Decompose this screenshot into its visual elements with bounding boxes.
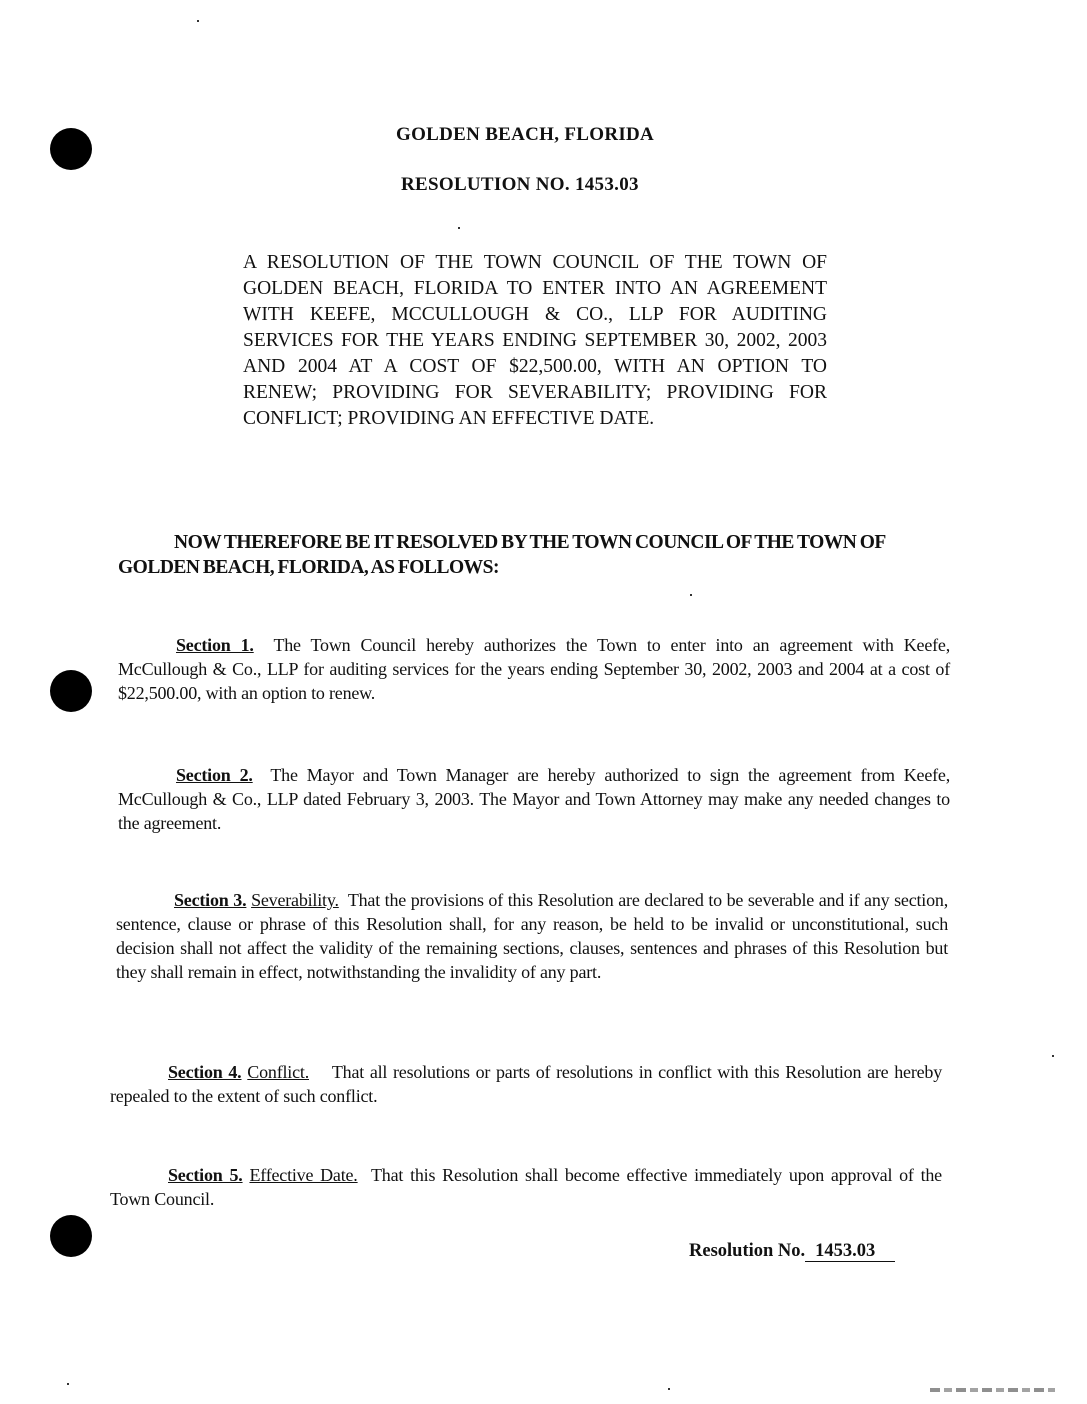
punch-hole-top [50,128,92,170]
scan-speck [668,1388,670,1390]
section-5 [110,1163,942,1211]
footer-number: 1453.03 [805,1241,895,1262]
municipality-heading: GOLDEN BEACH, FLORIDA [396,124,655,145]
punch-hole-middle [50,670,92,712]
section-label: Section 5. [168,1165,243,1185]
section-label: Section 1. [176,635,254,655]
scan-smudge [930,1388,1055,1392]
resolution-abstract: A RESOLUTION OF THE TOWN COUNCIL OF THE TOWN OF GOLDEN BEACH, FLORIDA TO ENTER INTO AN AGREEMENT WITH KEEFE, MCCULLOUGH & CO., LLP FOR AUDITING SERVICES FOR THE YEARS ENDING SEPTEMBER 30, 2002, 2003 AND 2004 AT A COST OF $22,500.00, WITH AN OPTION TO RENEW; PROVIDING FOR SEVERABILITY; PROVIDING FOR CONFLICT; PROVIDING AN EFFECTIVE DATE. [243,252,827,429]
scan-speck [197,20,199,22]
scan-speck [690,594,692,596]
section-4 [110,1060,942,1108]
resolution-title: RESOLUTION NO. 1453.03 [401,174,639,195]
section-label: Section 2. [176,765,253,785]
section-text: That the provisions of this Resolution are declared to be severable and if any section, sentence, clause or phrase of this Resolution shall, for any reason, be held to be invalid or unconstitutional, such decision shall not affect the validity of the remaining sections, clauses, sentences and phrases of this Resolution but they shall remain in effect, notwithstanding the invalidity of any part. [116,890,948,982]
section-title: Conflict. [247,1062,309,1082]
section-text: That all resolutions or parts of resolutions in conflict with this Resolution are hereby repealed to the extent of such conflict. [110,1062,943,1106]
resolved-clause: NOW THEREFORE BE IT RESOLVED BY THE TOWN COUNCIL OF THE TOWN OF GOLDEN BEACH, FLORIDA, AS FOLLOWS: [118,532,886,578]
scan-speck [458,227,460,229]
section-2 [118,763,950,835]
section-text: The Mayor and Town Manager are hereby authorized to sign the agreement from Keefe, McCullough & Co., LLP dated February 3, 2003. The Mayor and Town Attorney may make any needed changes to the agreement. [118,765,950,833]
scan-speck [67,1383,69,1385]
section-1 [118,633,950,705]
section-text: That this Resolution shall become effective immediately upon approval of the Town Council. [110,1165,942,1209]
section-title: Effective Date. [249,1165,358,1185]
scan-speck [1052,1055,1054,1057]
section-3 [116,888,948,984]
section-label: Section 3. [174,890,247,910]
footer-resolution-number [689,1241,895,1262]
punch-hole-bottom [50,1215,92,1257]
section-text: The Town Council hereby authorizes the Town to enter into an agreement with Keefe, McCullough & Co., LLP for auditing services for the years ending September 30, 2002, 2003 and 2004 at a cost of $22,500.00, with an option to renew. [118,635,950,703]
footer-label: Resolution No. [689,1241,806,1261]
section-label: Section 4. [168,1062,242,1082]
section-title: Severability. [251,890,339,910]
